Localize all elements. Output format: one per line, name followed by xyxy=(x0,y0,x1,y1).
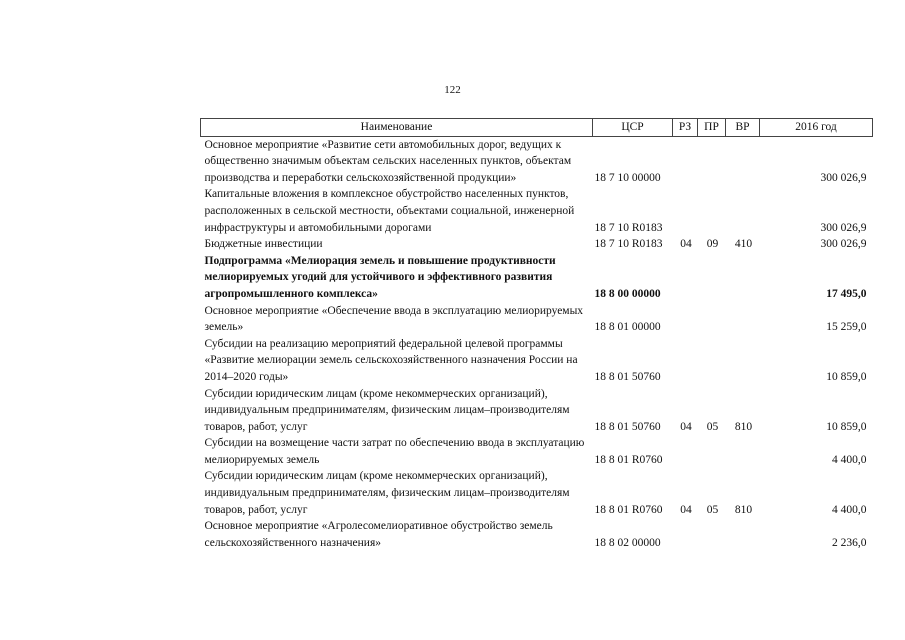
row-name: Подпрограмма «Мелиорация земель и повышение продуктивности мелиорируемых угодий для устойчивого и эффективного развития агропромышленного комплекса» xyxy=(204,254,556,300)
row-pr xyxy=(698,186,726,236)
row-name: Субсидии юридическим лицам (кроме некоммерческих организаций), индивидуальным предпринимателям, физическим лицам–производителям товаров, работ, услуг xyxy=(204,387,570,433)
row-rz xyxy=(673,136,698,186)
row-vr xyxy=(726,303,760,336)
row-vr: 810 xyxy=(734,420,753,433)
row-vr xyxy=(726,253,760,303)
row-pr xyxy=(698,518,726,551)
row-vr xyxy=(726,435,760,468)
header-pr: ПР xyxy=(698,119,726,137)
row-amount: 4 400,0 xyxy=(832,453,867,466)
row-amount: 2 236,0 xyxy=(832,536,867,549)
row-name: Субсидии на возмещение части затрат по обеспечению ввода в эксплуатацию мелиорируемых земель xyxy=(204,437,585,466)
row-vr: 410 xyxy=(734,238,753,251)
table-row xyxy=(201,435,873,468)
table-row xyxy=(201,253,873,303)
row-rz xyxy=(673,336,698,386)
row-rz xyxy=(673,435,698,468)
row-rz xyxy=(673,303,698,336)
table-row xyxy=(201,386,873,436)
row-rz xyxy=(673,253,698,303)
table-row xyxy=(201,136,873,186)
row-amount: 300 026,9 xyxy=(820,171,867,184)
row-csr: 18 8 01 00000 xyxy=(594,321,661,334)
row-csr: 18 7 10 R0183 xyxy=(594,221,663,234)
row-csr: 18 7 10 00000 xyxy=(594,171,661,184)
row-csr: 18 8 01 50760 xyxy=(594,370,661,383)
row-vr xyxy=(726,518,760,551)
header-vr: ВР xyxy=(726,119,760,137)
row-amount: 300 026,9 xyxy=(820,238,867,251)
row-pr: 09 xyxy=(706,238,719,251)
budget-table xyxy=(200,118,873,551)
row-amount: 17 495,0 xyxy=(826,287,867,300)
table-row xyxy=(201,303,873,336)
row-vr xyxy=(726,336,760,386)
row-name: Основное мероприятие «Развитие сети автомобильных дорог, ведущих к общественно значимым объектам сельских населенных пунктов, объектам производства и переработки сельскохозяйственной продукции» xyxy=(204,138,572,184)
header-csr: ЦСР xyxy=(593,119,673,137)
row-amount: 10 859,0 xyxy=(826,420,867,433)
row-name: Субсидии на реализацию мероприятий федеральной целевой программы «Развитие мелиорации земель сельскохозяйственного назначения России на 2014–2020 годы» xyxy=(204,337,578,383)
row-name: Бюджетные инвестиции xyxy=(204,238,323,251)
row-pr: 05 xyxy=(706,420,719,433)
table-row xyxy=(201,186,873,236)
row-name: Основное мероприятие «Агролесомелиоративное обустройство земель сельскохозяйственного назначения» xyxy=(204,520,553,549)
header-name: Наименование xyxy=(201,119,593,137)
row-rz: 04 xyxy=(680,503,692,516)
row-rz xyxy=(673,186,698,236)
row-pr xyxy=(698,136,726,186)
row-vr: 810 xyxy=(734,503,753,516)
row-pr: 05 xyxy=(706,503,719,516)
table-row xyxy=(201,236,873,253)
row-amount: 4 400,0 xyxy=(832,503,867,516)
row-vr xyxy=(726,136,760,186)
table-body xyxy=(201,136,873,551)
row-name: Основное мероприятие «Обеспечение ввода в эксплуатацию мелиорируемых земель» xyxy=(204,304,584,334)
row-amount: 10 859,0 xyxy=(826,370,867,383)
row-pr xyxy=(698,303,726,336)
table-row xyxy=(201,518,873,551)
row-rz: 04 xyxy=(680,238,692,251)
row-amount: 15 259,0 xyxy=(826,321,867,334)
row-name: Субсидии юридическим лицам (кроме некоммерческих организаций), индивидуальным предпринимателям, физическим лицам–производителям товаров, работ, услуг xyxy=(204,470,570,516)
header-rz: РЗ xyxy=(673,119,698,137)
row-pr xyxy=(698,435,726,468)
row-name: Капитальные вложения в комплексное обустройство населенных пунктов, расположенных в сельской местности, объектами социальной, инженерной инфраструктуры и автомобильными дорогами xyxy=(204,188,575,234)
row-csr: 18 7 10 R0183 xyxy=(594,238,663,251)
row-rz: 04 xyxy=(680,420,692,433)
row-csr: 18 8 00 00000 xyxy=(594,287,661,300)
row-pr xyxy=(698,253,726,303)
header-year: 2016 год xyxy=(760,119,873,137)
table-header xyxy=(201,119,873,137)
row-csr: 18 8 02 00000 xyxy=(594,536,661,549)
row-rz xyxy=(673,518,698,551)
row-csr: 18 8 01 R0760 xyxy=(594,503,663,516)
table-row xyxy=(201,468,873,518)
row-csr: 18 8 01 50760 xyxy=(594,420,661,433)
page-number: 122 xyxy=(444,84,461,96)
row-vr xyxy=(726,186,760,236)
row-csr: 18 8 01 R0760 xyxy=(594,453,663,466)
row-amount: 300 026,9 xyxy=(820,221,867,234)
table-row xyxy=(201,336,873,386)
row-pr xyxy=(698,336,726,386)
